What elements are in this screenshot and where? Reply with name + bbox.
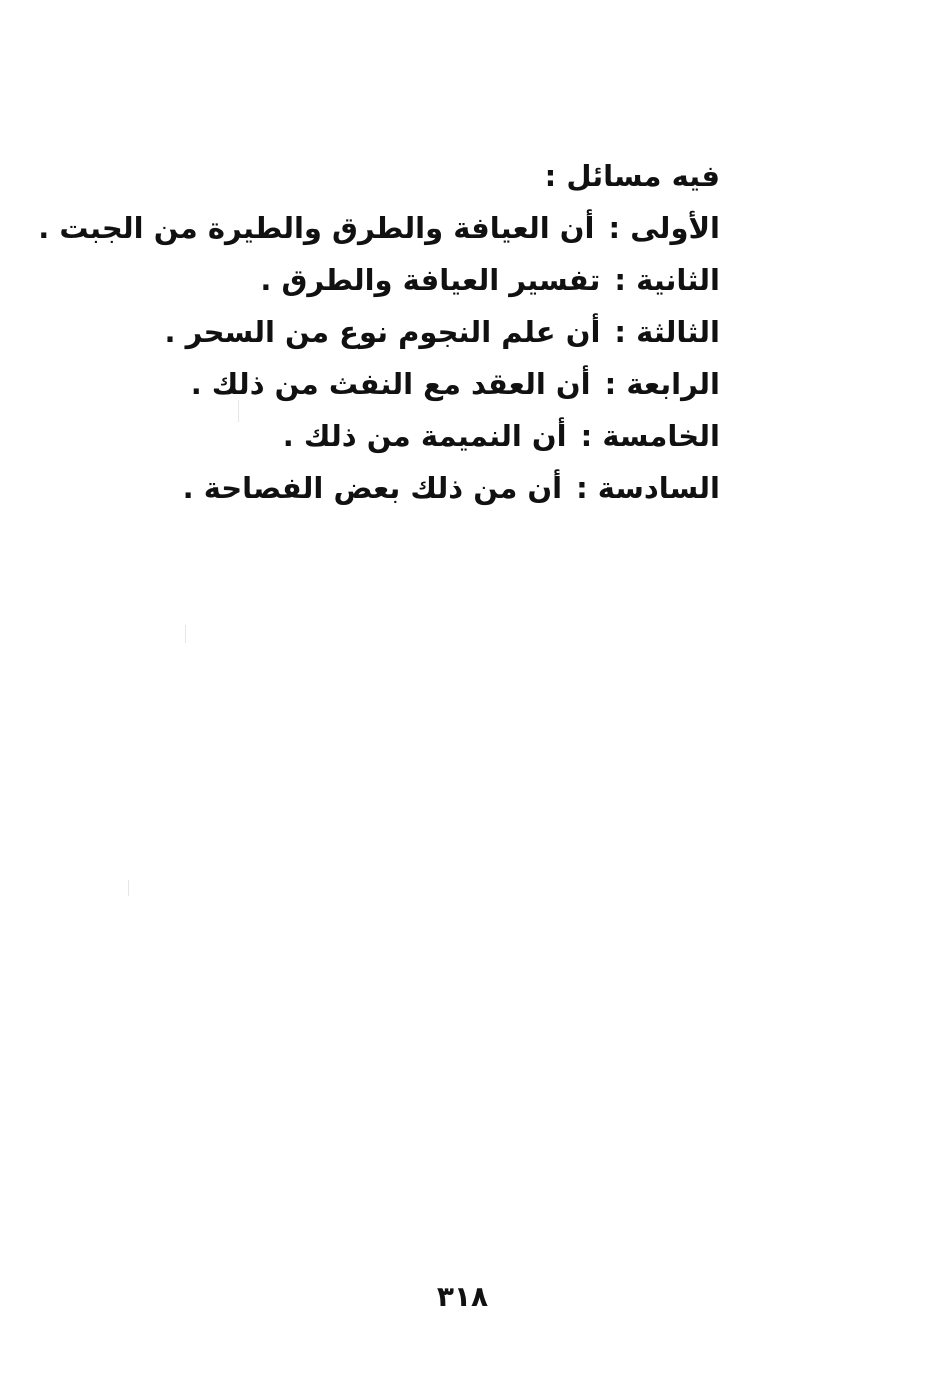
issue-line-3 bbox=[140, 306, 720, 358]
issue-line-5 bbox=[140, 410, 720, 462]
page-number: ٣١٨ bbox=[436, 1280, 489, 1313]
scan-artifact bbox=[128, 880, 129, 896]
issue-text: أن العقد مع النفث من ذلك . bbox=[190, 367, 591, 401]
issue-line-4 bbox=[140, 358, 720, 410]
issue-line-1 bbox=[38, 202, 720, 254]
issue-text: أن العيافة والطرق والطيرة من الجبت . bbox=[38, 211, 595, 245]
issue-label: الخامسة : bbox=[580, 419, 720, 453]
issue-text: أن من ذلك بعض الفصاحة . bbox=[182, 471, 563, 505]
issue-label: الثانية : bbox=[614, 263, 720, 297]
issue-line-2 bbox=[140, 254, 720, 306]
issue-label: السادسة : bbox=[576, 471, 720, 505]
issue-text: أن النميمة من ذلك . bbox=[282, 419, 567, 453]
issue-text: تفسير العيافة والطرق . bbox=[260, 263, 601, 297]
issue-label: الرابعة : bbox=[604, 367, 720, 401]
issue-label: الأولى : bbox=[608, 211, 720, 245]
issue-label: الثالثة : bbox=[614, 315, 720, 349]
section-intro: فيه مسائل : bbox=[544, 159, 720, 193]
issues-section bbox=[38, 150, 720, 514]
issue-text: أن علم النجوم نوع من السحر . bbox=[164, 315, 601, 349]
issue-line-6 bbox=[140, 462, 720, 514]
scan-artifact bbox=[185, 625, 186, 643]
